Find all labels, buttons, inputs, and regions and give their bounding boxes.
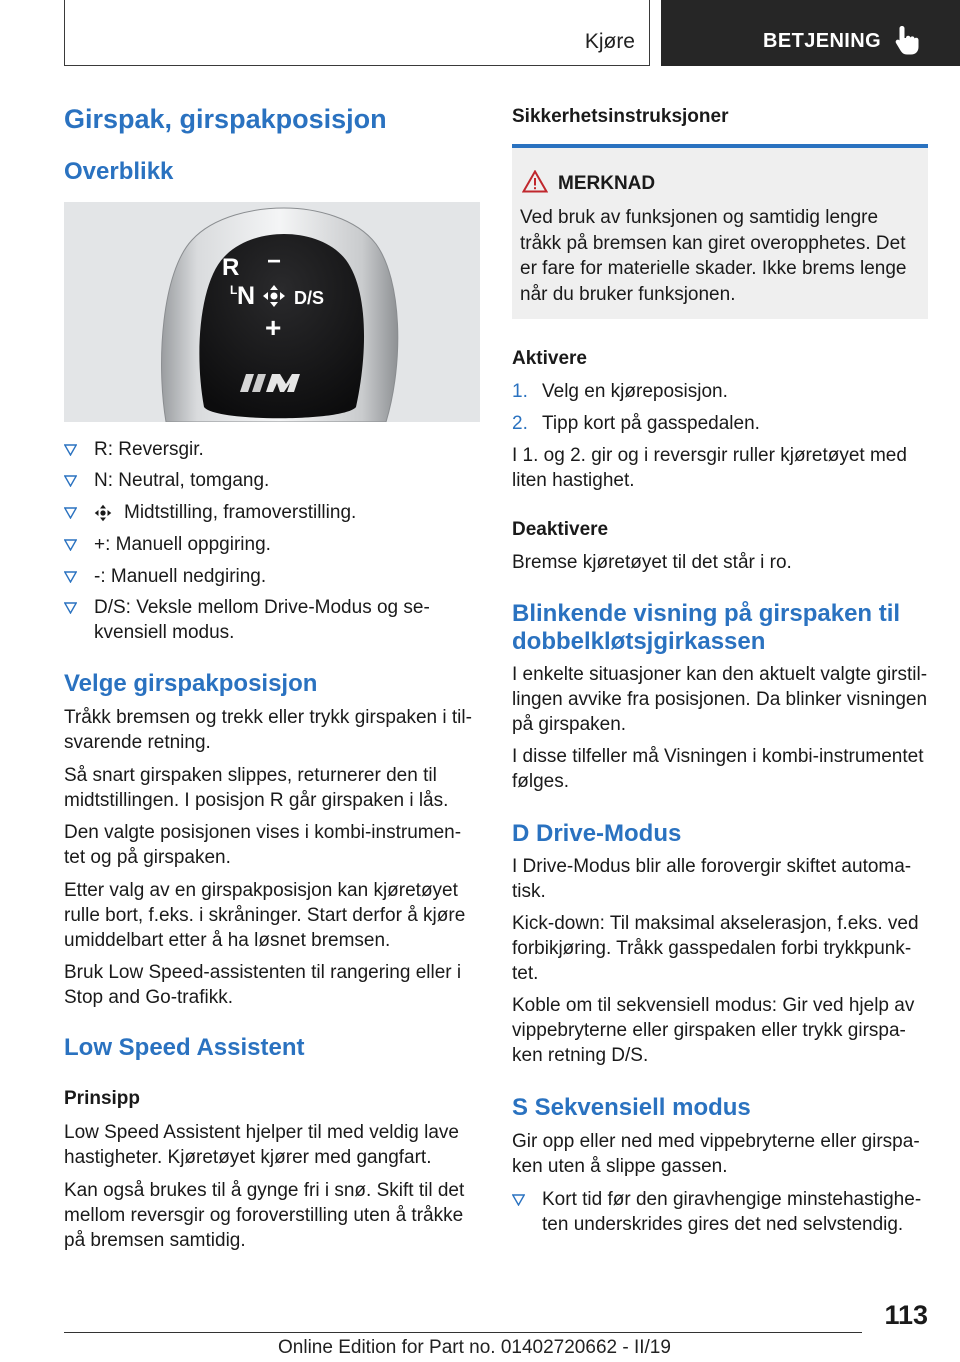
page-header xyxy=(0,0,960,66)
list-item-text: Kort tid før den giravhengige minstehastighe- xyxy=(542,1189,922,1210)
triangle-bullet-icon xyxy=(512,1194,525,1206)
blink-line: lingen avvike fra posisjonen. Da blinker visningen xyxy=(512,689,928,710)
triangle-bullet-icon xyxy=(64,475,77,487)
sequential-line: Gir opp eller ned med vippebryterne eller girspa- xyxy=(512,1131,920,1152)
select-line: tet og på girspaken. xyxy=(64,847,231,868)
numbered-step xyxy=(512,411,928,437)
list-item-text: -: Manuell nedgiring. xyxy=(94,566,267,587)
knob-label-ds: D/S xyxy=(294,288,325,308)
select-position-heading: Velge girspakposisjon xyxy=(64,670,318,697)
triangle-bullet-icon xyxy=(64,507,77,519)
knob-label-plus: + xyxy=(265,312,282,343)
drive-line: tet. xyxy=(512,963,539,984)
blink-line: på girspaken. xyxy=(512,714,627,735)
principle-line: hastigheter. Kjøretøyet kjører med gangfart. xyxy=(64,1147,432,1168)
knob-label-n: N xyxy=(237,282,256,310)
page-number: 113 xyxy=(884,1300,928,1330)
deactivate-heading: Deaktivere xyxy=(512,519,609,540)
knob-label-l: L xyxy=(230,283,238,297)
drive-line: ken retning D/S. xyxy=(512,1045,649,1066)
drive-line: tisk. xyxy=(512,881,546,902)
list-item-text: R: Reversgir. xyxy=(94,439,204,460)
step-number: 1. xyxy=(512,381,528,402)
drive-line: forbikjøring. Tråkk gasspedalen forbi trykkpunk- xyxy=(512,938,912,959)
notice-line: Ved bruk av funksjonen og samtidig lengre xyxy=(520,207,879,228)
center-position-icon xyxy=(94,504,112,522)
knob-label-r: R xyxy=(222,254,240,281)
notice-box xyxy=(512,144,928,319)
sequential-mode-heading: S Sekvensiell modus xyxy=(512,1094,751,1121)
overview-heading: Overblikk xyxy=(64,158,174,185)
header-section-label: Kjøre xyxy=(584,30,635,53)
blink-line: følges. xyxy=(512,771,570,792)
footer-divider xyxy=(64,1332,862,1333)
knob-label-minus: − xyxy=(267,248,282,275)
footer-edition: Online Edition for Part no. 01402720662 - II/19 xyxy=(278,1337,671,1358)
m-logo-stripes xyxy=(240,372,326,394)
activate-heading: Aktivere xyxy=(512,348,587,369)
notice-line: tråkk på bremsen kan giret overopphetes. Det xyxy=(520,232,906,254)
principle-heading: Prinsipp xyxy=(64,1088,141,1109)
list-item-text: +: Manuell oppgiring. xyxy=(94,534,271,555)
blink-line: I disse tilfeller må Visningen i kombi-instrumentet xyxy=(512,746,924,767)
hand-pointer-icon xyxy=(893,24,921,56)
list-item-text-cont: kvensiell modus. xyxy=(94,622,235,643)
triangle-bullet-icon xyxy=(64,602,77,614)
select-line: Tråkk bremsen og trekk eller trykk girspaken i til- xyxy=(64,707,472,728)
list-item xyxy=(64,595,480,647)
step-text: Tipp kort på gasspedalen. xyxy=(542,413,760,434)
principle-line: Low Speed Assistent hjelper til med veldig lave xyxy=(64,1122,460,1143)
header-chapter-label: BETJENING xyxy=(763,30,882,52)
drive-line: I Drive-Modus blir alle forovergir skiftet automa- xyxy=(512,856,912,877)
drive-mode-heading: D Drive-Modus xyxy=(512,820,682,847)
header-section-box xyxy=(64,0,650,66)
select-line: umiddelbart etter å ha løsnet bremsen. xyxy=(64,930,391,951)
low-speed-assistant-heading: Low Speed Assistent xyxy=(64,1034,305,1061)
sequential-line: ken uten å slippe gassen. xyxy=(512,1156,728,1177)
select-line: midtstillingen. I posisjon R går girspaken i lås. xyxy=(64,790,449,811)
list-item-text: D/S: Veksle mellom Drive-Modus og se- xyxy=(94,597,430,618)
select-line: Den valgte posisjonen vises i kombi-instrumen- xyxy=(64,822,462,843)
select-line: svarende retning. xyxy=(64,732,211,753)
select-line: Etter valg av en girspakposisjon kan kjøretøyet xyxy=(64,880,458,901)
drive-line: Kick-down: Til maksimal akselerasjon, f.eks. ved xyxy=(512,913,919,934)
list-item xyxy=(512,1187,928,1239)
warning-triangle-icon xyxy=(522,170,548,193)
principle-line: på bremsen samtidig. xyxy=(64,1230,246,1251)
drive-line: vippebryterne eller girspaken eller trykk girspa- xyxy=(512,1020,906,1041)
notice-body xyxy=(520,205,920,307)
step-text: Velg en kjøreposisjon. xyxy=(542,381,728,402)
notice-title: MERKNAD xyxy=(558,173,656,194)
safety-heading: Sikkerhetsinstruksjoner xyxy=(512,106,729,127)
activate-line: I 1. og 2. gir og i reversgir ruller kjøretøyet med xyxy=(512,445,907,466)
blink-heading: Blinkende visning på girspaken til xyxy=(512,600,901,627)
deactivate-line: Bremse kjøretøyet til det står i ro. xyxy=(512,552,792,573)
center-position-icon xyxy=(262,284,286,308)
select-line: Stop and Go-trafikk. xyxy=(64,987,233,1008)
step-number: 2. xyxy=(512,413,528,434)
select-line: rulle bort, f.eks. i skråninger. Start derfor å kjøre xyxy=(64,905,466,926)
select-line: Bruk Low Speed-assistenten til rangering eller i xyxy=(64,962,462,983)
blink-line: I enkelte situasjoner kan den aktuelt valgte girstil- xyxy=(512,664,928,685)
triangle-bullet-icon xyxy=(64,539,77,551)
principle-line: mellom reversgir og foroverstilling uten å tråkke xyxy=(64,1205,464,1226)
page-title: Girspak, girspakposisjon xyxy=(64,104,387,134)
list-item-text: Midtstilling, framoverstilling. xyxy=(124,502,357,523)
triangle-bullet-icon xyxy=(64,444,77,456)
activate-line: liten hastighet. xyxy=(512,470,635,491)
notice-line: når du bruker funksjonen. xyxy=(520,283,736,305)
select-line: Så snart girspaken slippes, returnerer den til xyxy=(64,765,437,786)
drive-line: Koble om til sekvensiell modus: Gir ved hjelp av xyxy=(512,995,915,1016)
blink-heading-cont: dobbelkløtsjgirkassen xyxy=(512,628,766,655)
list-item-text-cont: ten underskrides gires det ned selvstendig. xyxy=(542,1214,904,1235)
list-item-text: N: Neutral, tomgang. xyxy=(94,470,270,491)
gear-lever-illustration xyxy=(64,202,480,422)
numbered-step xyxy=(512,379,928,405)
notice-line: er fare for materielle skader. Ikke brems lenge xyxy=(520,258,907,279)
triangle-bullet-icon xyxy=(64,571,77,583)
principle-line: Kan også brukes til å gynge fri i snø. Skift til det xyxy=(64,1180,465,1201)
